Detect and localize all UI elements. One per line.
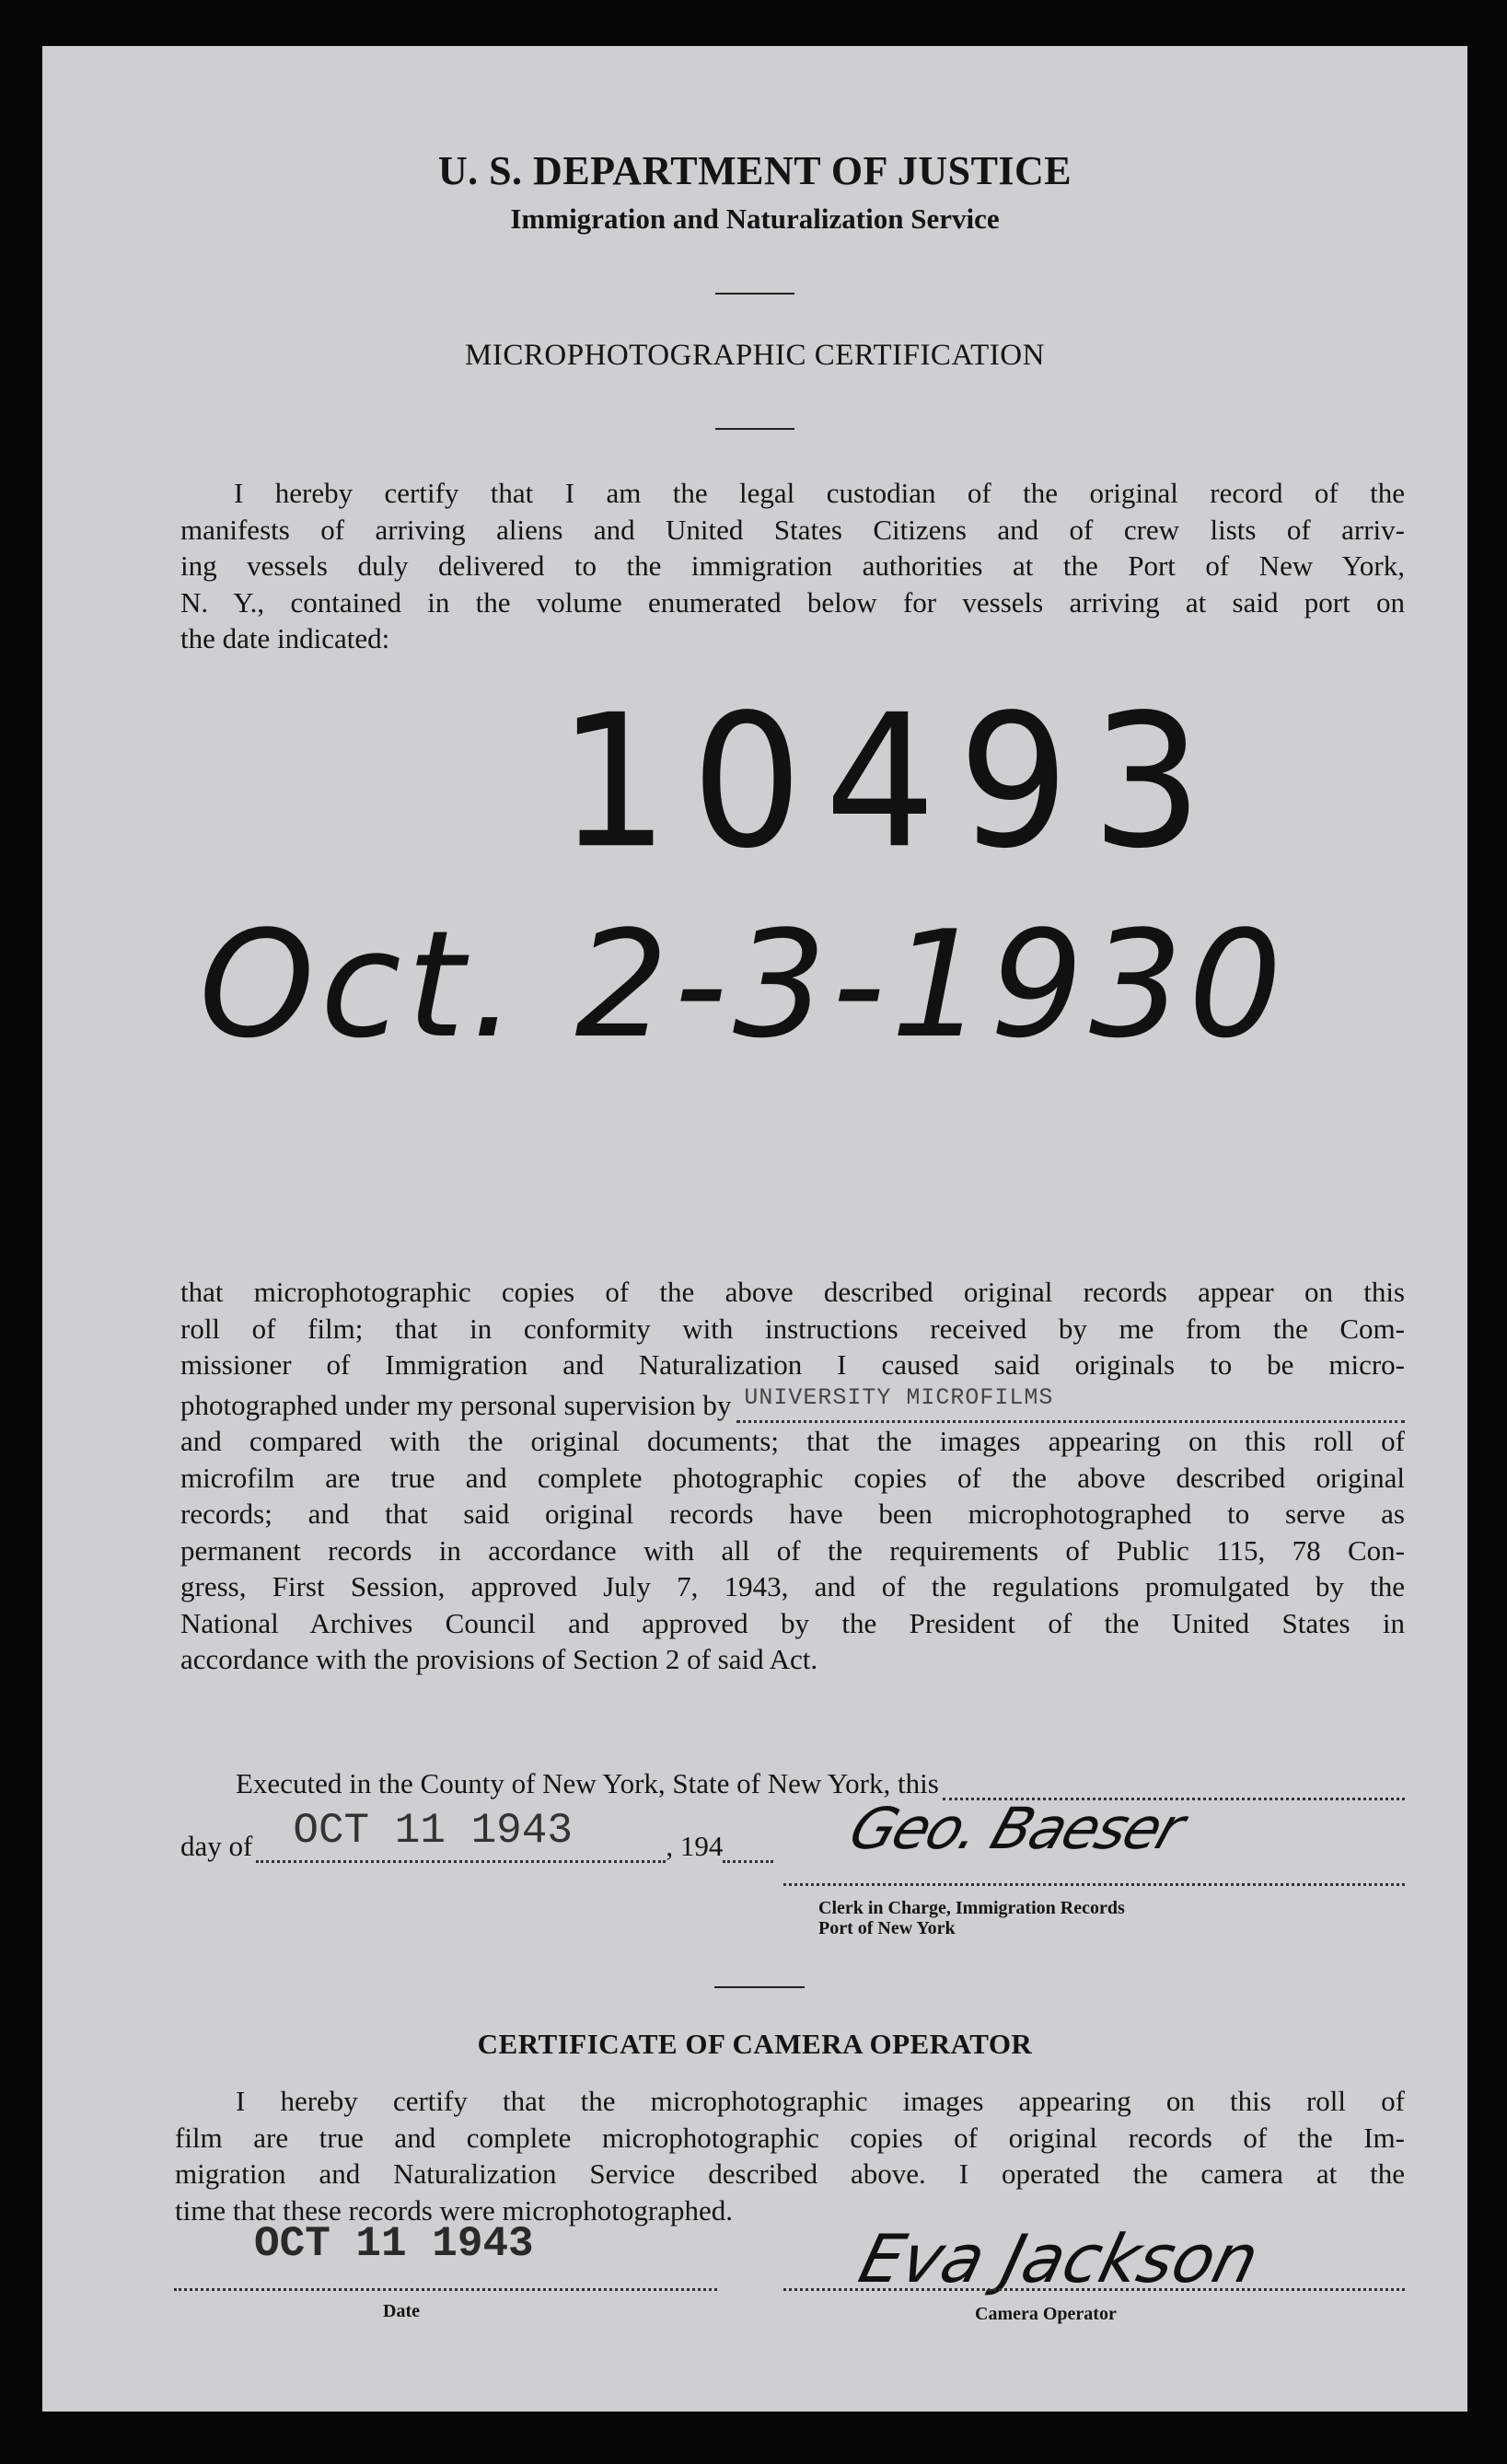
camera-last-line: time that these records were microphotographed. <box>175 2193 733 2227</box>
intro-line: I hereby certify that I am the legal custodian of the original record of the <box>234 477 1405 509</box>
clerk-title <box>818 1898 1125 1938</box>
divider-top <box>715 293 794 295</box>
camera-date-stamp: OCT 11 1943 <box>254 2220 534 2268</box>
handwritten-volume-number: 10493 <box>558 675 1225 889</box>
intro-paragraph <box>180 475 1405 657</box>
day-of-label: day of <box>180 1830 253 1862</box>
body-line: microfilm are true and complete photographic copies of the above described original <box>180 1461 1405 1494</box>
certificate-page <box>42 46 1467 2412</box>
camera-line: migration and Naturalization Service described above. I operated the camera at the <box>175 2157 1405 2190</box>
date-label: Date <box>383 2301 420 2321</box>
body-line: and compared with the original documents; that the images appearing on this roll of <box>180 1425 1405 1457</box>
intro-line: ing vessels duly delivered to the immigration authorities at the Port of New York, <box>180 549 1405 582</box>
body-line: National Archives Council and approved by the President of the United States in <box>180 1606 1405 1639</box>
intro-line: manifests of arriving aliens and United States Citizens and of crew lists of arriv- <box>180 513 1405 546</box>
body-line: permanent records in accordance with all of the requirements of Public 115, 78 Con- <box>180 1533 1405 1567</box>
divider-camera <box>714 1986 805 1988</box>
body-line: missioner of Immigration and Naturalization I caused said originals to be micro- <box>180 1348 1405 1381</box>
body-last-line: accordance with the provisions of Section 2 of said Act. <box>180 1643 818 1675</box>
body-by-line <box>180 1384 1405 1424</box>
executed-line <box>236 1767 1405 1800</box>
year-dotted-line <box>723 1838 773 1863</box>
department-heading: U. S. DEPARTMENT OF JUSTICE <box>437 148 1072 193</box>
handwritten-date: Oct. 2-3-1930 <box>199 898 1288 1070</box>
camera-certificate-heading: CERTIFICATE OF CAMERA OPERATOR <box>477 2028 1033 2060</box>
by-dotted-line <box>736 1384 1405 1423</box>
camera-line: film are true and complete microphotographic copies of original records of the Im- <box>175 2121 1405 2154</box>
operator-dotted-line <box>783 2288 1405 2291</box>
divider-title <box>715 428 794 430</box>
year-suffix: , 194 <box>666 1830 724 1862</box>
university-microfilms-stamp: UNIVERSITY MICROFILMS <box>744 1384 1054 1411</box>
certification-title: MICROPHOTOGRAPHIC CERTIFICATION <box>465 339 1045 372</box>
day-of-line <box>180 1807 773 1863</box>
body-line: that microphotographic copies of the above described original records appear on this <box>180 1276 1405 1308</box>
camera-operator-signature: Eva Jackson <box>852 2220 1267 2297</box>
by-prefix: photographed under my personal supervision by <box>180 1388 732 1421</box>
day-of-dotted-line <box>256 1807 666 1863</box>
clerk-signature-line <box>783 1883 1405 1886</box>
executed-date-stamp: OCT 11 1943 <box>293 1807 573 1855</box>
intro-last-line: the date indicated: <box>180 622 390 654</box>
clerk-title-line2: Port of New York <box>818 1918 956 1938</box>
body-line: records; and that said original records have been microphotographed to serve as <box>180 1498 1405 1530</box>
service-subheading: Immigration and Naturalization Service <box>510 202 1000 235</box>
clerk-signature: Geo. Baeser <box>841 1795 1192 1862</box>
intro-line: N. Y., contained in the volume enumerated below for vessels arriving at said port on <box>180 585 1405 619</box>
body-line: roll of film; that in conformity with instructions received by me from the Com- <box>180 1312 1405 1345</box>
date-dotted-line <box>174 2288 717 2291</box>
camera-operator-label: Camera Operator <box>975 2304 1117 2324</box>
body-paragraph <box>180 1274 1405 1678</box>
clerk-title-line1: Clerk in Charge, Immigration Records <box>818 1898 1125 1918</box>
camera-line: I hereby certify that the microphotographic images appearing on this roll of <box>236 2085 1405 2117</box>
camera-paragraph <box>175 2083 1405 2228</box>
executed-text: Executed in the County of New York, State of New York, this <box>236 1767 939 1799</box>
body-line: gress, First Session, approved July 7, 1943, and of the regulations promulgated by the <box>180 1570 1405 1602</box>
